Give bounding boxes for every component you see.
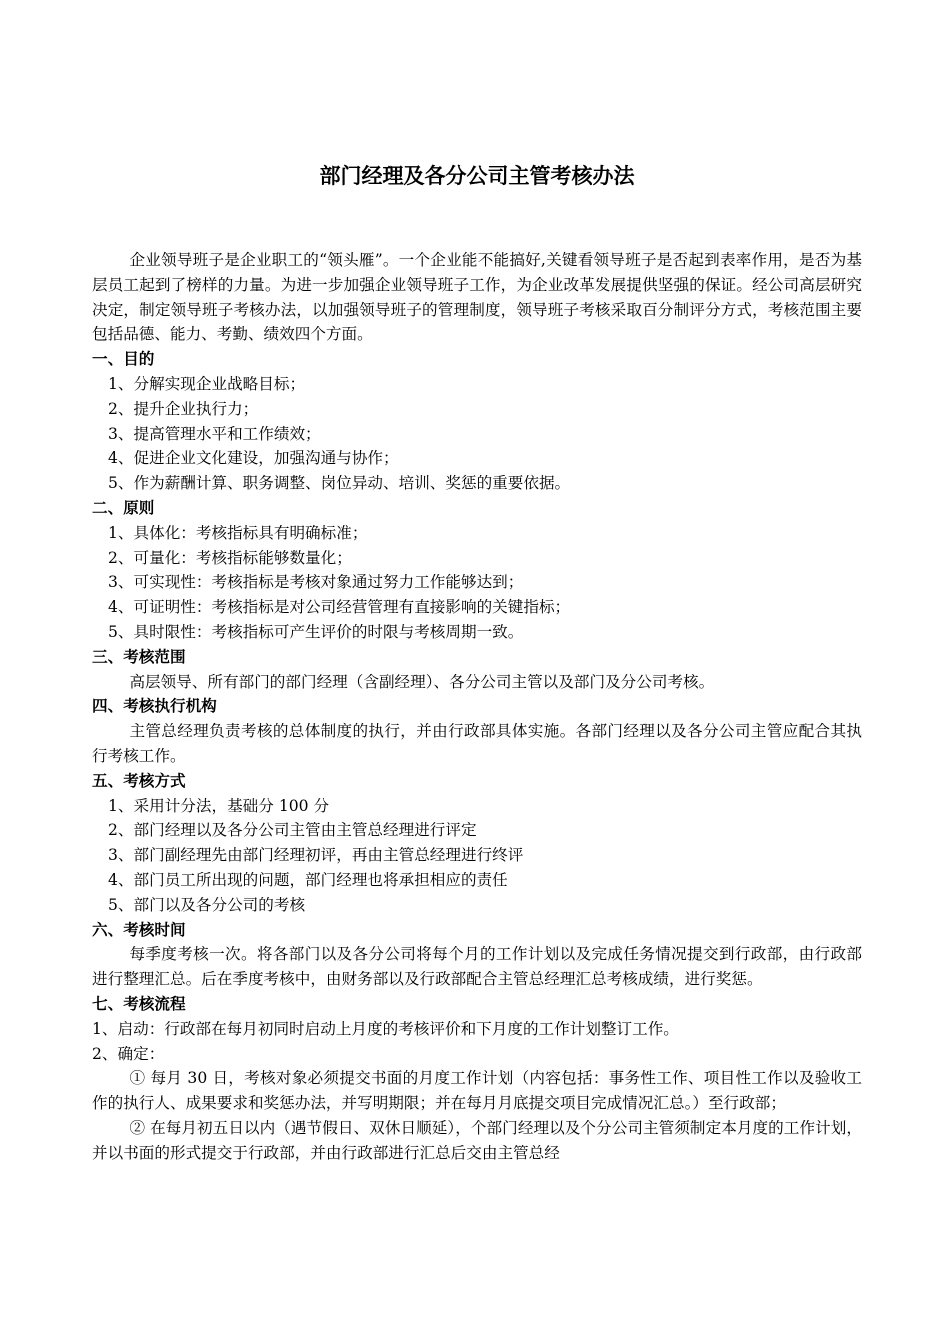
section-heading-purpose: 一、目的	[92, 350, 155, 369]
principle-item: 3、可实现性：考核指标是考核对象通过努力工作能够达到；	[108, 573, 524, 592]
document-body	[92, 248, 862, 1165]
section-heading-method: 五、考核方式	[92, 771, 186, 790]
section-heading-scope: 三、考核范围	[92, 647, 186, 666]
scope-paragraph: 高层领导、所有部门的部门经理（含副经理）、各分公司主管以及部门及分公司考核。	[129, 672, 715, 691]
method-item: 3、部门副经理先由部门经理初评，再由主管总经理进行终评	[108, 846, 524, 865]
executor-paragraph: 主管总经理负责考核的总体制度的执行，并由行政部具体实施。各部门经理以及各分公司主管应配合其执行考核工作。	[92, 722, 862, 765]
section-heading-principles: 二、原则	[92, 498, 155, 517]
section-heading-time: 六、考核时间	[92, 920, 186, 939]
process-paragraph: ② 在每月初五日以内（遇节假日、双休日顺延），个部门经理以及个分公司主管须制定本月度的工作计划，并以书面的形式提交于行政部，并由行政部进行汇总后交由主管总经	[92, 1118, 862, 1162]
section-heading-executor: 四、考核执行机构	[92, 697, 217, 716]
purpose-item: 4、促进企业文化建设，加强沟通与协作；	[108, 449, 399, 468]
principle-item: 4、可证明性：考核指标是对公司经营管理有直接影响的关键指标；	[108, 598, 571, 617]
document-title: 部门经理及各分公司主管考核办法	[319, 164, 635, 188]
method-item: 5、部门以及各分公司的考核	[108, 895, 306, 914]
principle-item: 5、具时限性：考核指标可产生评价的时限与考核周期一致。	[108, 622, 524, 641]
purpose-item: 1、分解实现企业战略目标；	[108, 374, 306, 393]
intro-paragraph: 企业领导班子是企业职工的“领头雁”。一个企业能不能搞好,关键看领导班子是否起到表率作用，是否为基层员工起到了榜样的力量。为进一步加强企业领导班子工作，为企业改革发展提供坚强的保证。经公司高层研究决定，制定领导班子考核办法，以加强领导班子的管理制度，领导班子考核采取百分制评分方式，考核范围主要包括品德、能力、考勤、绩效四个方面。	[92, 251, 862, 344]
principle-item: 2、可量化：考核指标能够数量化；	[108, 548, 352, 567]
principle-item: 1、具体化：考核指标具有明确标准；	[108, 523, 368, 542]
purpose-item: 2、提升企业执行力；	[108, 399, 259, 418]
section-heading-process: 七、考核流程	[92, 994, 186, 1013]
process-step-confirm: 2、确定：	[92, 1044, 165, 1063]
process-paragraph: ① 每月 30 日，考核对象必须提交书面的月度工作计划（内容包括：事务性工作、项目性工作以及验收工作的执行人、成果要求和奖惩办法，并写明期限；并在每月月底提交项目完成情况汇总。）至行政部；	[92, 1069, 862, 1113]
method-item: 2、部门经理以及各分公司主管由主管总经理进行评定	[108, 821, 477, 840]
method-item: 4、部门员工所出现的问题，部门经理也将承担相应的责任	[108, 870, 508, 889]
purpose-item: 5、作为薪酬计算、职务调整、岗位异动、培训、奖惩的重要依据。	[108, 474, 571, 493]
purpose-item: 3、提高管理水平和工作绩效；	[108, 424, 321, 443]
method-item: 1、采用计分法，基础分 100 分	[108, 796, 330, 815]
process-step-start: 1、启动：行政部在每月初同时启动上月度的考核评价和下月度的工作计划整订工作。	[92, 1019, 679, 1038]
time-paragraph: 每季度考核一次。将各部门以及各分公司将每个月的工作计划以及完成任务情况提交到行政部，由行政部进行整理汇总。后在季度考核中，由财务部以及行政部配合主管总经理汇总考核成绩，进行奖惩。	[92, 945, 862, 989]
